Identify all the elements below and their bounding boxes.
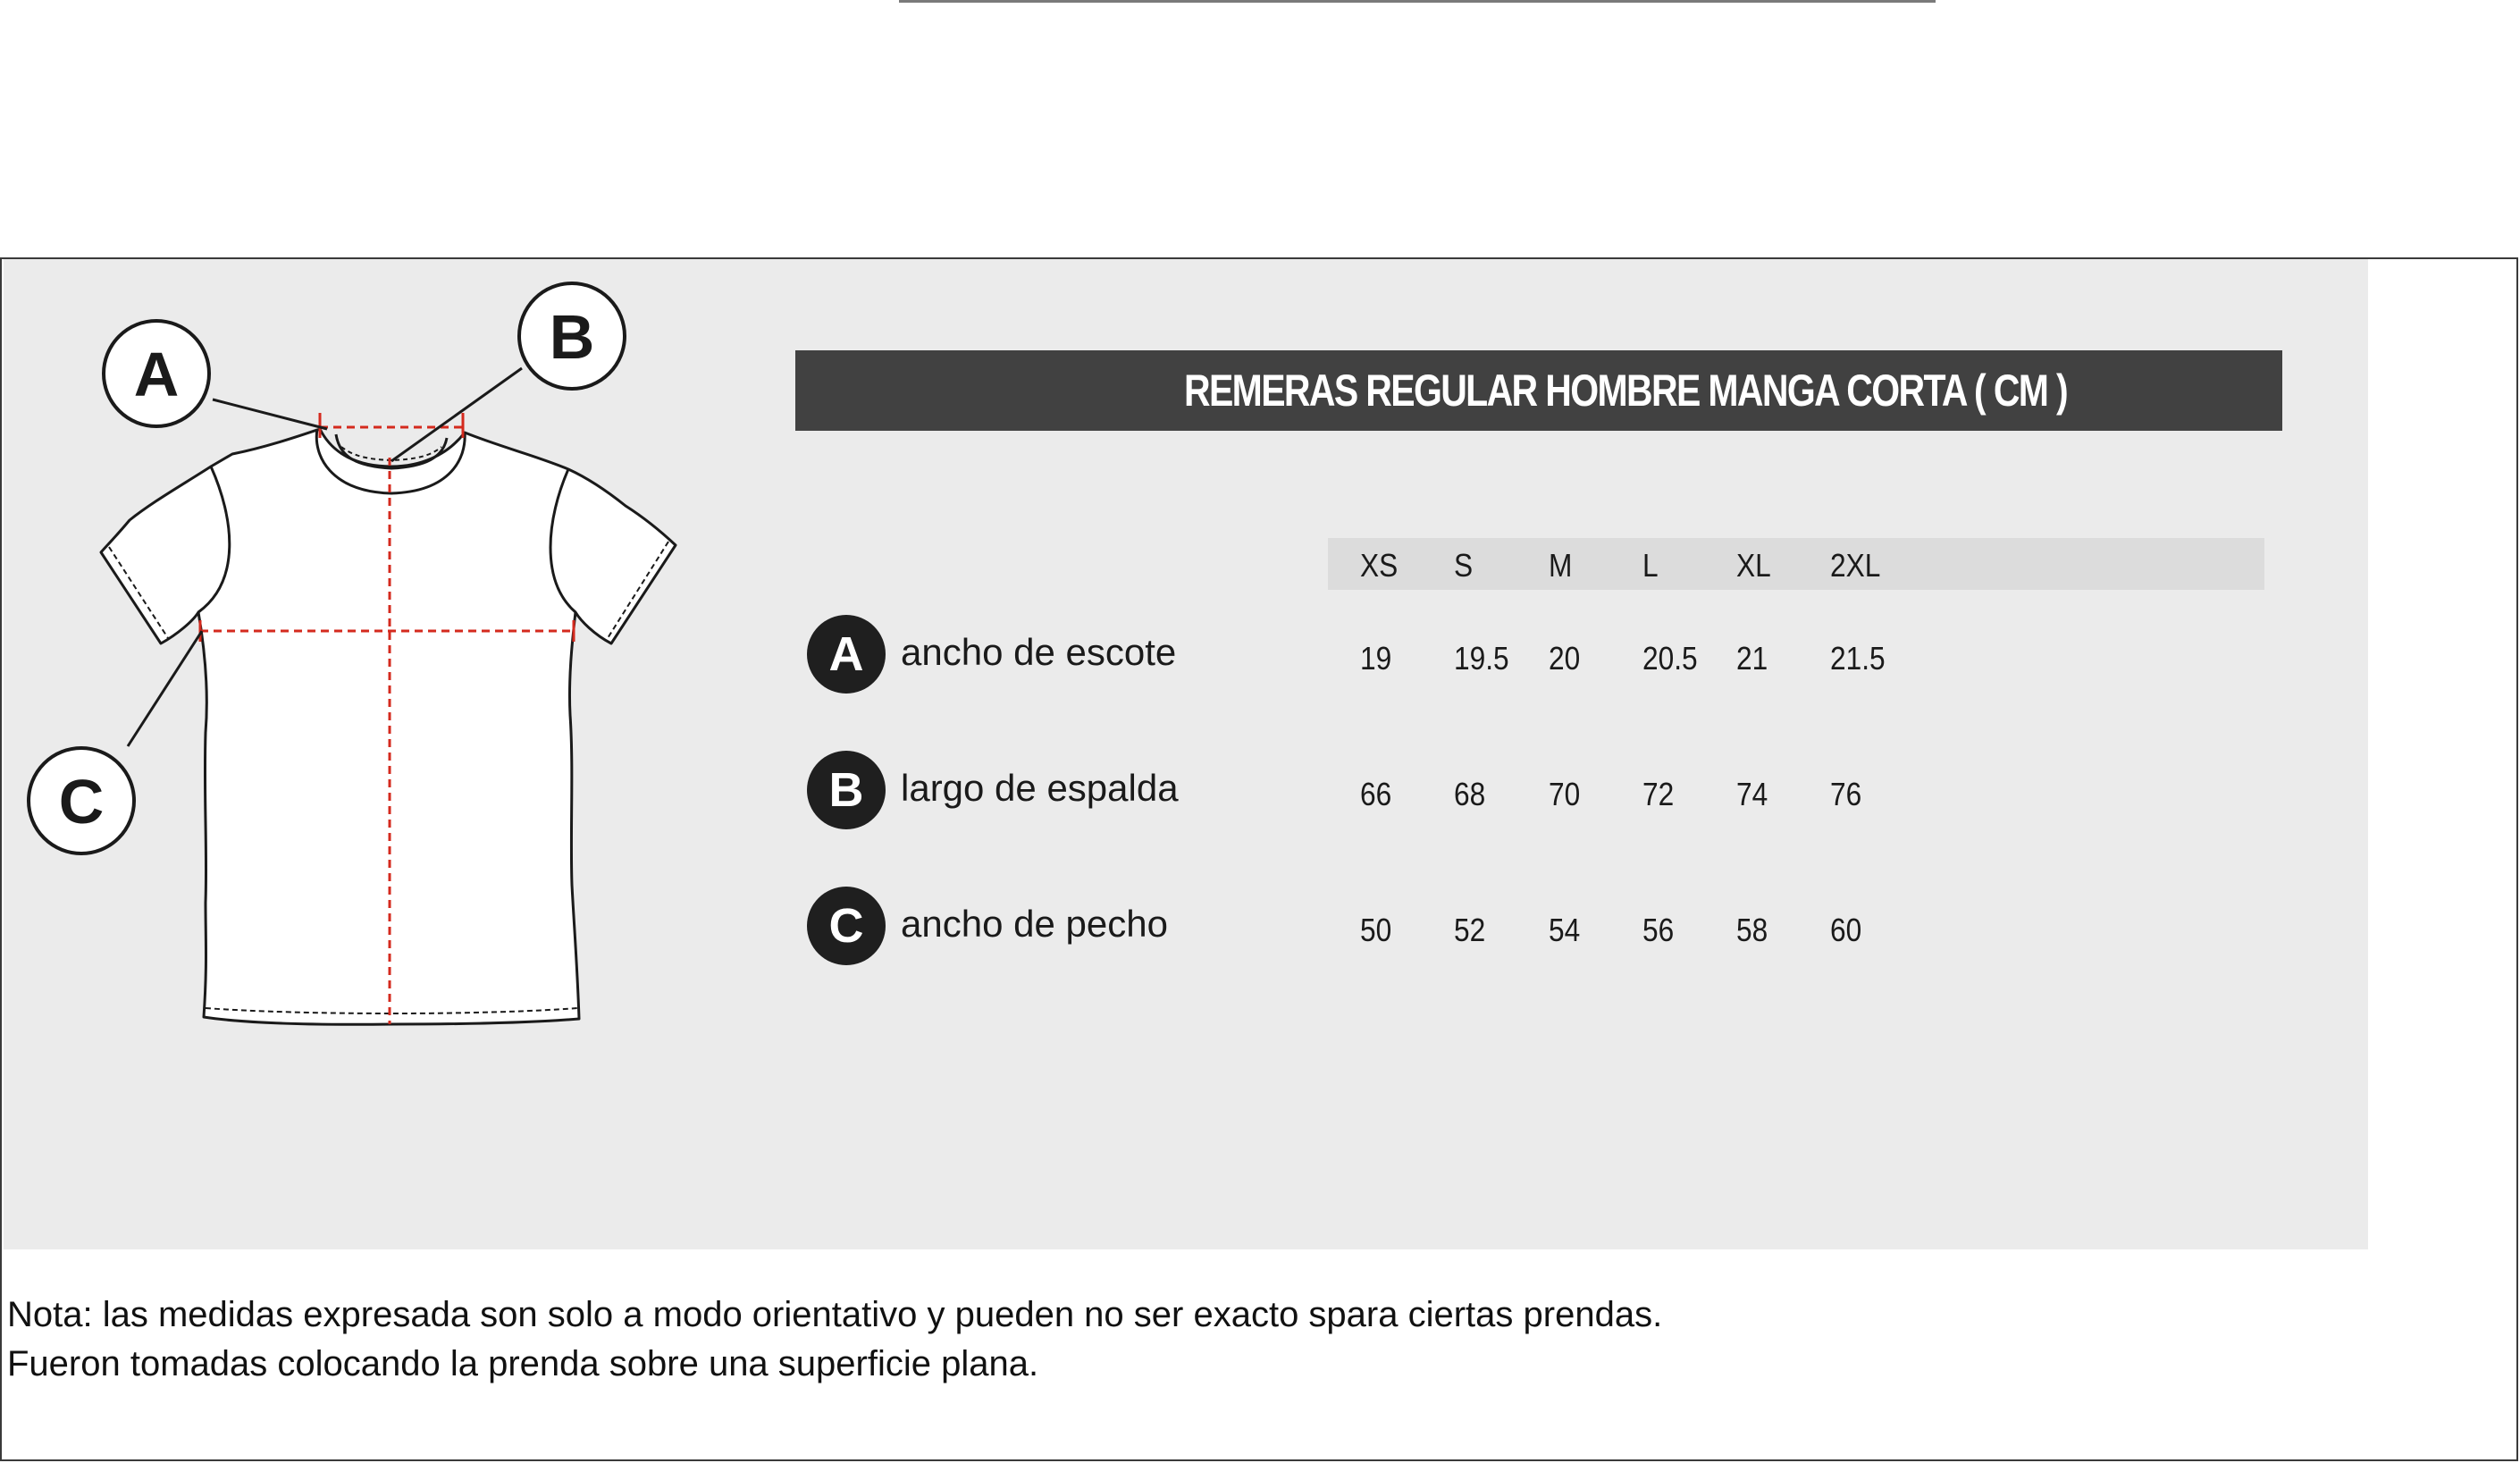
table-cell: 60 bbox=[1830, 912, 1862, 948]
title-bar bbox=[795, 350, 2282, 431]
callout-label-b: B bbox=[549, 302, 595, 372]
table-cell: 21 bbox=[1736, 640, 1768, 677]
table-cell: 54 bbox=[1549, 912, 1581, 948]
table-cell: 74 bbox=[1736, 776, 1768, 812]
table-cell: 50 bbox=[1360, 912, 1392, 948]
callout-label-c: C bbox=[58, 767, 105, 837]
leader-line-a bbox=[213, 399, 327, 429]
table-cell: 68 bbox=[1454, 776, 1486, 812]
table-cell: 19.5 bbox=[1454, 640, 1509, 677]
tshirt-collar-stitch bbox=[341, 447, 441, 460]
size-header-xs: XS bbox=[1360, 547, 1399, 584]
table-cell: 58 bbox=[1736, 912, 1768, 948]
row-label-chest-width: ancho de pecho bbox=[901, 903, 1168, 945]
footnote-line-2: Fueron tomadas colocando la prenda sobre una superficie plana. bbox=[7, 1344, 1039, 1383]
table-cell: 52 bbox=[1454, 912, 1486, 948]
leader-line-c bbox=[128, 631, 202, 746]
table-cell: 66 bbox=[1360, 776, 1392, 812]
table-cell: 72 bbox=[1642, 776, 1675, 812]
table-cell: 70 bbox=[1549, 776, 1581, 812]
size-header-s: S bbox=[1454, 547, 1474, 584]
row-label-neck-width: ancho de escote bbox=[901, 631, 1177, 673]
row-badge-a: A bbox=[807, 615, 886, 694]
table-cell: 21.5 bbox=[1830, 640, 1886, 677]
size-header-2xl: 2XL bbox=[1830, 547, 1881, 584]
table-cell: 56 bbox=[1642, 912, 1675, 948]
tshirt-diagram bbox=[0, 259, 715, 1064]
size-header-m: M bbox=[1549, 547, 1573, 584]
table-cell: 20 bbox=[1549, 640, 1581, 677]
row-badge-b: B bbox=[807, 751, 886, 829]
top-divider bbox=[899, 0, 1936, 3]
table-cell: 20.5 bbox=[1642, 640, 1698, 677]
size-header-l: L bbox=[1642, 547, 1659, 584]
row-label-back-length: largo de espalda bbox=[901, 767, 1179, 809]
size-chart-title: REMERAS REGULAR HOMBRE MANGA CORTA ( CM ) bbox=[1184, 366, 2068, 416]
row-badge-c: C bbox=[807, 887, 886, 965]
size-header-xl: XL bbox=[1736, 547, 1771, 584]
callout-label-a: A bbox=[133, 340, 180, 409]
footnote-line-1: Nota: las medidas expresada son solo a modo orientativo y pueden no ser exacto spara ciertas prendas. bbox=[7, 1295, 1663, 1334]
table-cell: 76 bbox=[1830, 776, 1862, 812]
footnote bbox=[7, 1291, 1662, 1389]
table-cell: 19 bbox=[1360, 640, 1392, 677]
